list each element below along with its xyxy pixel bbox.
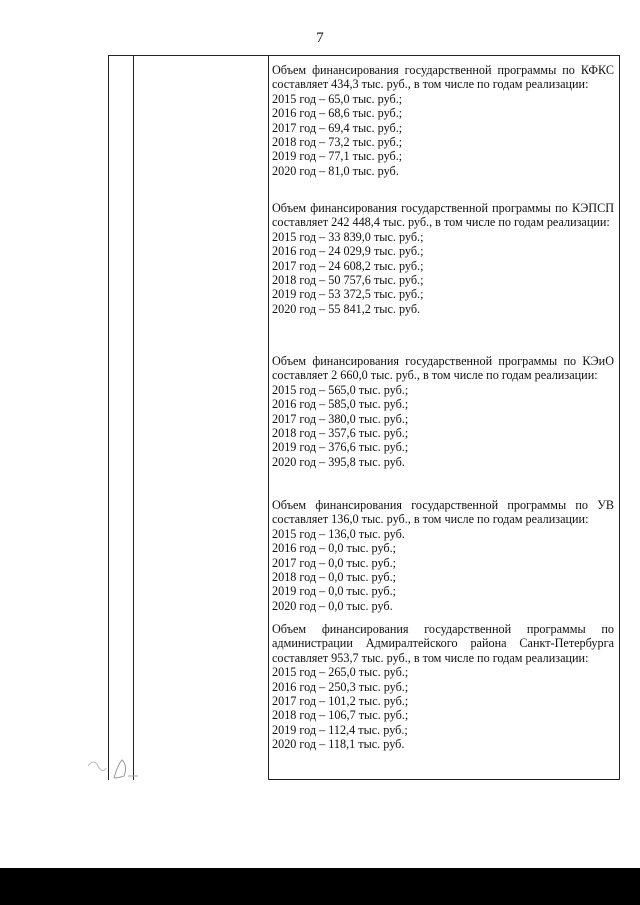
year-line: 2019 год – 77,1 тыс. руб.; [272,149,403,164]
year-line: 2019 год – 53 372,5 тыс. руб.; [272,287,424,302]
year-line: 2017 год – 69,4 тыс. руб.; [272,120,403,135]
year-line: 2015 год – 265,0 тыс. руб.; [272,665,409,680]
funding-intro: Объем финансирования государственной программы по УВ составляет 136,0 тыс. руб., в том числе по годам реализации: [272,498,614,527]
scan-bottom-edge [0,868,640,905]
year-line: 2019 год – 112,4 тыс. руб.; [272,722,408,737]
year-line: 2020 год – 81,0 тыс. руб. [272,163,399,178]
page-number: 7 [316,30,324,46]
year-line: 2017 год – 101,2 тыс. руб.; [272,694,409,709]
funding-block-kepsp [272,201,614,316]
table-column-divider-2 [268,55,269,780]
year-line: 2018 год – 0,0 тыс. руб.; [272,570,397,585]
year-line: 2017 год – 24 608,2 тыс. руб.; [272,258,424,273]
table-border-bottom [268,779,620,780]
year-line: 2015 год – 565,0 тыс. руб.; [272,382,409,397]
year-line: 2018 год – 357,6 тыс. руб.; [272,426,409,441]
year-line: 2017 год – 0,0 тыс. руб.; [272,555,397,570]
year-line: 2015 год – 136,0 тыс. руб. [272,526,405,541]
year-line: 2016 год – 24 029,9 тыс. руб.; [272,244,424,259]
year-line: 2019 год – 0,0 тыс. руб.; [272,584,397,599]
year-line: 2020 год – 0,0 тыс. руб. [272,598,393,613]
year-line: 2018 год – 73,2 тыс. руб.; [272,135,403,150]
table-border-top [108,55,620,56]
year-line: 2019 год – 376,6 тыс. руб.; [272,440,409,455]
year-line: 2018 год – 50 757,6 тыс. руб.; [272,273,424,288]
table-border-left [108,55,109,780]
funding-block-kfks [272,63,614,178]
year-line: 2016 год – 250,3 тыс. руб.; [272,679,409,694]
year-line: 2020 год – 118,1 тыс. руб. [272,737,405,752]
funding-intro: Объем финансирования государственной программы по администрации Адмиралтейского района Санкт-Петербурга составляет 953,7 тыс. руб., в том числе по годам реализации: [272,622,614,665]
funding-intro: Объем финансирования государственной программы по КЭиО составляет 2 660,0 тыс. руб., в том числе по годам реализации: [272,354,614,383]
year-line: 2020 год – 55 841,2 тыс. руб. [272,301,421,316]
year-line: 2018 год – 106,7 тыс. руб.; [272,708,409,723]
funding-block-admiralty [272,622,614,752]
funding-intro: Объем финансирования государственной программы по КЭПСП составляет 242 448,4 тыс. руб., в том числе по годам реализации: [272,201,614,230]
funding-block-keio [272,354,614,469]
table-column-divider-1 [133,55,134,780]
year-line: 2015 год – 65,0 тыс. руб.; [272,91,403,106]
year-line: 2016 год – 68,6 тыс. руб.; [272,106,403,121]
scan-artifact-mark [80,748,150,784]
funding-intro: Объем финансирования государственной программы по КФКС составляет 434,3 тыс. руб., в том числе по годам реализации: [272,63,614,92]
table-border-right [619,55,620,780]
year-line: 2016 год – 585,0 тыс. руб.; [272,397,409,412]
year-line: 2015 год – 33 839,0 тыс. руб.; [272,229,424,244]
year-line: 2016 год – 0,0 тыс. руб.; [272,541,397,556]
year-line: 2020 год – 395,8 тыс. руб. [272,454,405,469]
year-line: 2017 год – 380,0 тыс. руб.; [272,411,409,426]
funding-block-uv [272,498,614,613]
